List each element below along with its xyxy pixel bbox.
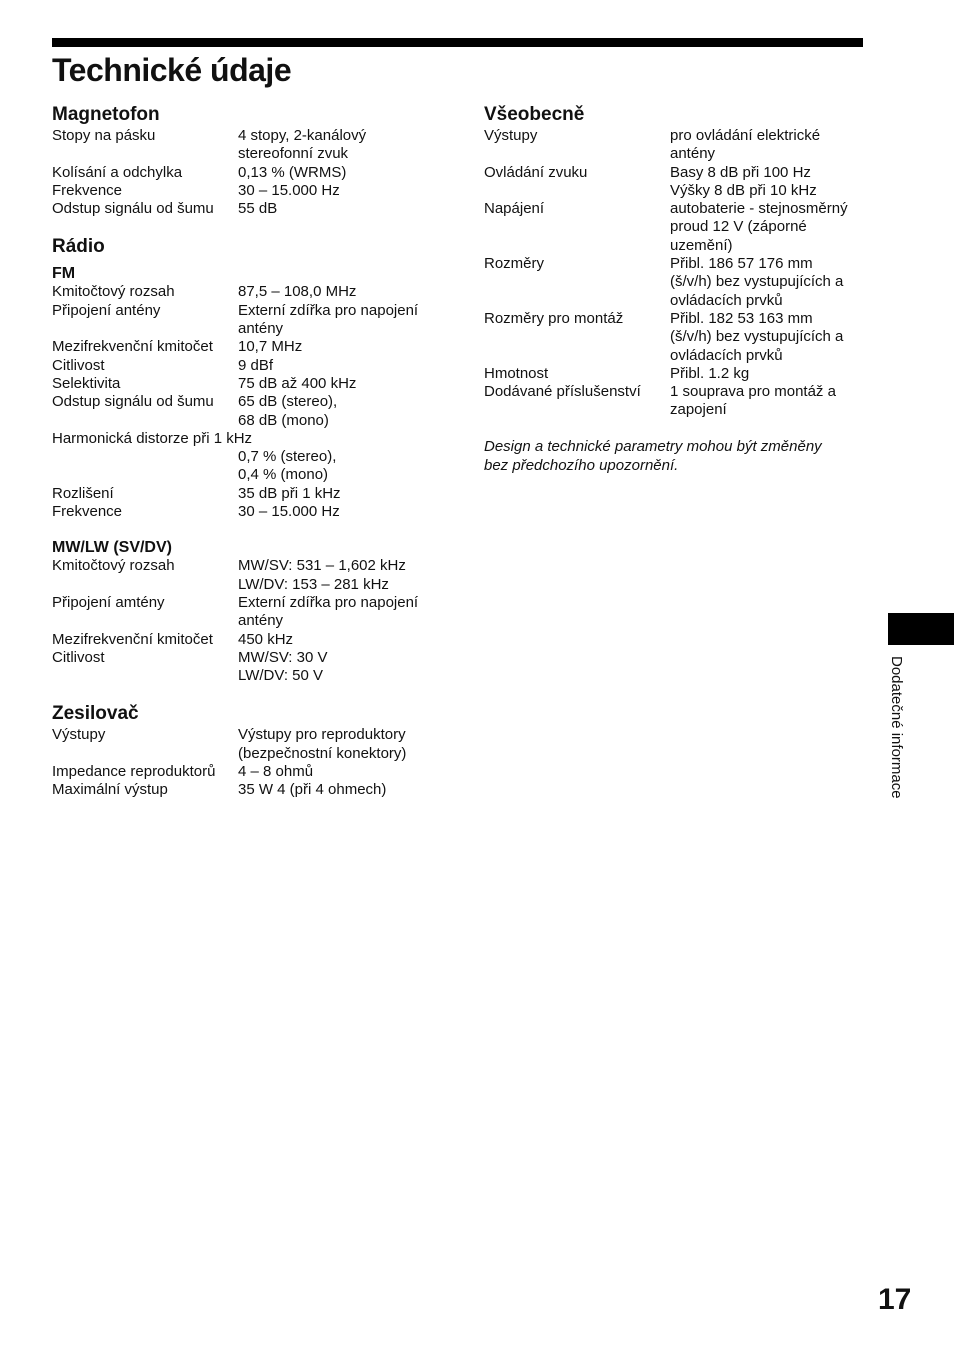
spec-value: Přibl. 186 57 176 mm (š/v/h) bez vystupujících a ovládacích prvků <box>670 255 844 309</box>
spec-row <box>52 127 452 164</box>
spec-row <box>52 393 452 430</box>
spec-label: Ovládání zvuku <box>484 163 588 181</box>
spec-label: Stopy na pásku <box>52 127 156 144</box>
spec-value: Přibl. 182 53 163 mm (š/v/h) bez vystupujících a ovládacích prvků <box>670 309 844 364</box>
spec-row <box>52 726 452 763</box>
spec-row <box>484 200 884 255</box>
spec-label: Napájení <box>484 200 545 218</box>
spec-label: Kmitočtový rozsah <box>52 557 175 575</box>
spec-row <box>52 338 452 356</box>
spec-value: 1 souprava pro montáž a zapojení <box>670 383 836 419</box>
spec-row <box>52 302 452 339</box>
subheading-mwlw: MW/LW (SV/DV) <box>52 539 172 557</box>
spec-label: Citlivost <box>52 356 105 374</box>
spec-label: Frekvence <box>52 181 123 199</box>
spec-list-mwlw <box>52 557 452 685</box>
spec-value: 10,7 MHz <box>238 338 303 356</box>
spec-label: Výstupy <box>52 726 106 744</box>
spec-value: 30 – 15.000 Hz <box>238 181 340 199</box>
spec-row <box>52 357 452 375</box>
disclaimer-note: Design a technické parametry mohou být změněny bez předchozího upozornění. <box>484 437 822 474</box>
section-tab-marker <box>888 613 954 645</box>
side-section-label: Dodatečné informace <box>888 656 905 799</box>
spec-value: Přibl. 1.2 kg <box>670 364 750 382</box>
spec-row <box>484 310 884 365</box>
spec-value: Výstupy pro reproduktory (bezpečnostní konektory) <box>238 726 407 762</box>
spec-label: Kolísání a odchylka <box>52 163 183 181</box>
spec-value: MW/SV: 531 – 1,602 kHz LW/DV: 153 – 281 kHz <box>238 557 406 593</box>
spec-value: 65 dB (stereo), 68 dB (mono) <box>238 393 338 429</box>
spec-label: Mezifrekvenční kmitočet <box>52 338 213 356</box>
spec-row <box>52 594 452 631</box>
spec-row <box>52 485 452 503</box>
spec-row <box>52 781 452 799</box>
page-number: 17 <box>878 1283 912 1316</box>
spec-row <box>484 164 884 201</box>
spec-label: Rozlišení <box>52 484 114 502</box>
subheading-fm: FM <box>52 265 76 283</box>
spec-label: Odstup signálu od šumu <box>52 200 214 218</box>
spec-row <box>52 283 452 301</box>
spec-row <box>484 127 884 164</box>
spec-row <box>52 182 452 200</box>
spec-row <box>52 631 452 649</box>
spec-row <box>52 375 452 393</box>
spec-row <box>52 430 452 448</box>
spec-label: Citlivost <box>52 648 105 666</box>
spec-label: Připojení amtény <box>52 593 165 611</box>
spec-value: 0,7 % (stereo), 0,4 % (mono) <box>238 448 337 484</box>
section-heading-magnetofon: Magnetofon <box>52 104 160 125</box>
spec-label: Harmonická distorze při 1 kHz <box>52 429 253 447</box>
section-heading-radio: Rádio <box>52 236 105 258</box>
spec-label: Odstup signálu od šumu <box>52 393 214 411</box>
spec-value: 35 dB při 1 kHz <box>238 484 341 502</box>
spec-value: MW/SV: 30 V LW/DV: 50 V <box>238 648 328 685</box>
spec-label: Připojení antény <box>52 301 161 319</box>
spec-value: Basy 8 dB při 100 Hz Výšky 8 dB při 10 kHz <box>670 163 817 199</box>
spec-value: 30 – 15.000 Hz <box>238 503 340 521</box>
spec-value: 0,13 % (WRMS) <box>238 163 347 181</box>
spec-value: 450 kHz <box>238 630 294 648</box>
spec-value: Externí zdířka pro napojení antény <box>238 593 419 630</box>
spec-label: Selektivita <box>52 374 121 392</box>
spec-row <box>52 763 452 781</box>
spec-list-magnetofon <box>52 127 452 218</box>
spec-value: 87,5 – 108,0 MHz <box>238 283 357 301</box>
spec-label: Dodávané příslušenství <box>484 383 641 401</box>
spec-row <box>52 503 452 521</box>
spec-label: Kmitočtový rozsah <box>52 283 175 301</box>
title-rule <box>52 38 863 47</box>
spec-row <box>484 365 884 383</box>
page-title: Technické údaje <box>52 52 292 88</box>
left-column <box>52 103 452 800</box>
spec-list-vseobecne <box>484 127 884 420</box>
spec-row <box>52 448 452 485</box>
spec-list-fm-cont <box>52 448 452 521</box>
spec-label: Výstupy <box>484 127 538 144</box>
right-column <box>484 103 884 475</box>
spec-label: Frekvence <box>52 503 123 521</box>
spec-value: 55 dB <box>238 200 278 218</box>
spec-value: 35 W 4 (při 4 ohmech) <box>238 781 387 799</box>
spec-value: autobaterie - stejnosměrný proud 12 V (záporné uzemění) <box>670 200 848 254</box>
section-heading-vseobecne: Všeobecně <box>484 104 585 125</box>
spec-value: 75 dB až 400 kHz <box>238 374 357 392</box>
spec-label: Maximální výstup <box>52 781 168 799</box>
spec-row <box>52 200 452 218</box>
spec-label: Mezifrekvenční kmitočet <box>52 630 213 648</box>
spec-label: Impedance reproduktorů <box>52 763 216 781</box>
spec-row <box>52 557 452 594</box>
spec-row <box>52 649 452 686</box>
spec-label: Rozměry pro montáž <box>484 309 624 327</box>
spec-value: Externí zdířka pro napojení antény <box>238 301 419 338</box>
spec-row <box>52 164 452 182</box>
spec-label: Rozměry <box>484 255 545 273</box>
spec-row <box>484 383 884 420</box>
spec-value: 9 dBf <box>238 356 274 374</box>
spec-list-zesilovac <box>52 726 452 799</box>
spec-label: Hmotnost <box>484 364 549 382</box>
spec-value: 4 – 8 ohmů <box>238 763 314 781</box>
spec-label <box>52 448 238 485</box>
spec-list-fm <box>52 283 452 429</box>
section-heading-zesilovac: Zesilovač <box>52 703 139 725</box>
spec-row <box>484 255 884 310</box>
spec-value: pro ovládání elektrické antény <box>670 127 821 163</box>
spec-value: 4 stopy, 2-kanálový stereofonní zvuk <box>238 127 367 163</box>
